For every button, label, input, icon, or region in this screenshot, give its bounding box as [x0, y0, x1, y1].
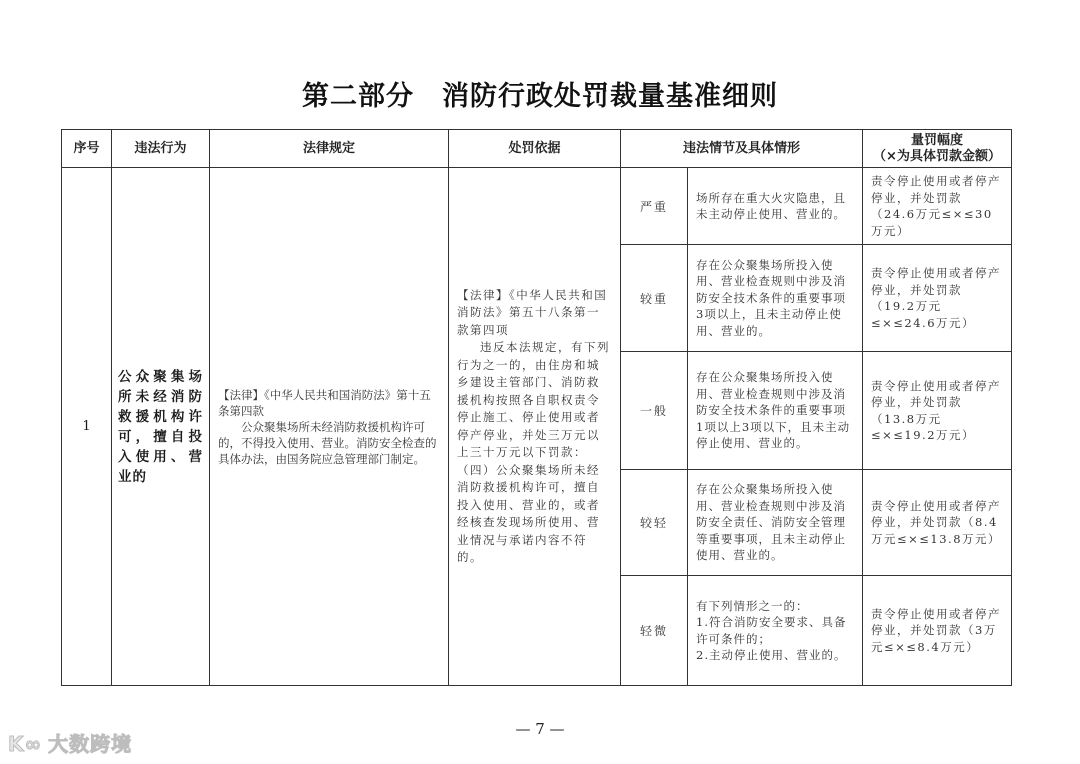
detail-general: 存在公众聚集场所投入使用、营业检查规则中涉及消防安全技术条件的重要事项1项以上3项以下，且未主动停止使用、营业的。 [688, 352, 863, 470]
header-act: 违法行为 [112, 130, 210, 168]
level-minor: 较轻 [621, 470, 688, 576]
watermark-logo-icon: K∞ [8, 732, 43, 756]
header-range-title: 量罚幅度 [910, 132, 963, 148]
title-part: 第二部分 [302, 81, 414, 112]
row-number: 1 [62, 168, 112, 686]
range-minor: 责令停止使用或者停产停业，并处罚款（8.4万元≤×≤13.8万元） [863, 470, 1012, 576]
header-law: 法律规定 [210, 130, 449, 168]
level-slight: 轻微 [621, 576, 688, 686]
violation-act: 公众聚集场所未经消防救援机构许可，擅自投入使用、营业的 [112, 168, 210, 686]
page-title [0, 74, 1080, 113]
page-number: — 7 — [515, 720, 565, 738]
detail-slight-line: 有下列情形之一的： [696, 598, 809, 613]
penalty-basis-item: （四）公众聚集场所未经消防救援机构许可，擅自投入使用、营业的，或者经核查发现场所使用、营业情况与承诺内容不符的。 [457, 462, 600, 564]
detail-minor: 存在公众聚集场所投入使用、营业检查规则中涉及消防安全责任、消防安全管理等重要事项，且未主动停止使用、营业的。 [688, 470, 863, 576]
watermark [8, 728, 132, 757]
legal-provision-head: 【法律】《中华人民共和国消防法》第十五条第四款 [218, 387, 431, 418]
range-general: 责令停止使用或者停产停业，并处罚款（13.8万元≤×≤19.2万元） [863, 352, 1012, 470]
penalty-basis-head: 【法律】《中华人民共和国消防法》第五十八条第一款第四项 [457, 287, 608, 337]
table-header-row [62, 130, 1012, 168]
range-severe: 责令停止使用或者停产停业，并处罚款（24.6万元≤×≤30万元） [863, 168, 1012, 245]
table-row [62, 168, 1012, 245]
detail-severe: 场所存在重大火灾隐患，且未主动停止使用、营业的。 [688, 168, 863, 245]
penalty-basis-body: 违反本法规定，有下列行为之一的，由住房和城乡建设主管部门、消防救援机构按照各自职权责令停止施工、停止使用或者停产停业，并处三万元以上三十万元以下罚款： [457, 340, 610, 459]
detail-slight-line: 1.符合消防安全要求、具备许可条件的； [696, 615, 847, 646]
detail-serious: 存在公众聚集场所投入使用、营业检查规则中涉及消防安全技术条件的重要事项3项以上，且未主动停止使用、营业的。 [688, 245, 863, 352]
header-range-note: （×为具体罚款金额） [873, 148, 1001, 164]
detail-slight-line: 2.主动停止使用、营业的。 [696, 648, 847, 662]
watermark-text: 大数跨境 [48, 732, 133, 756]
title-name: 消防行政处罚裁量基准细则 [442, 81, 778, 112]
legal-provision-body: 公众聚集场所未经消防救援机构许可的，不得投入使用、营业。消防安全检查的具体办法，由国务院应急管理部门制定。 [218, 419, 437, 466]
header-circumstance: 违法情节及具体情形 [621, 130, 863, 168]
detail-slight [688, 576, 863, 686]
legal-provision [210, 168, 449, 686]
header-basis: 处罚依据 [449, 130, 621, 168]
level-severe: 严重 [621, 168, 688, 245]
level-serious: 较重 [621, 245, 688, 352]
range-slight: 责令停止使用或者停产停业，并处罚款（3万元≤×≤8.4万元） [863, 576, 1012, 686]
penalty-basis [449, 168, 621, 686]
header-range [863, 130, 1012, 168]
level-general: 一般 [621, 352, 688, 470]
penalty-table [61, 129, 1012, 686]
header-no: 序号 [62, 130, 112, 168]
range-serious: 责令停止使用或者停产停业，并处罚款（19.2万元≤×≤24.6万元） [863, 245, 1012, 352]
